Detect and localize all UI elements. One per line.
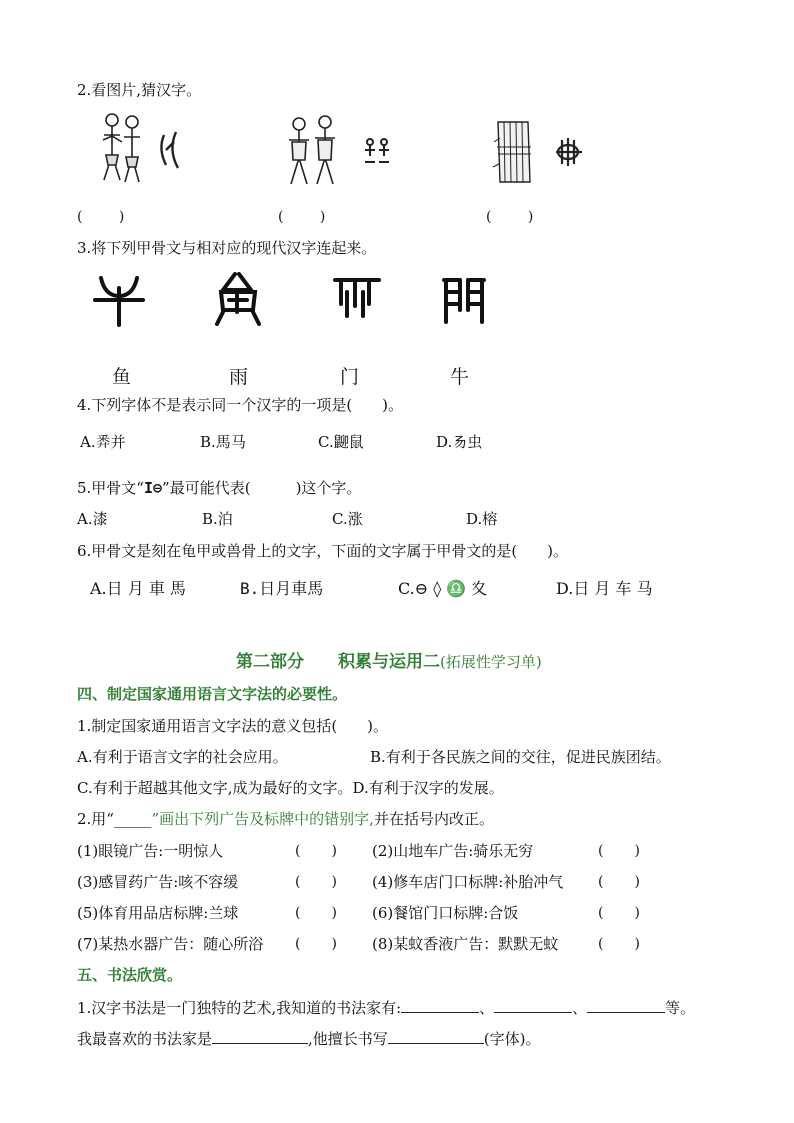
- favorite-calligrapher-blank[interactable]: [212, 1027, 308, 1044]
- people-side-by-side-illustration: [287, 112, 397, 192]
- correction-paren-4[interactable]: ( ): [598, 874, 641, 890]
- ad-item-7: (7)某热水器广告：随心所浴: [77, 935, 264, 953]
- modern-char-2[interactable]: 雨: [229, 366, 249, 388]
- modern-char-4[interactable]: 牛: [450, 366, 470, 388]
- calligrapher-blank-2[interactable]: [494, 996, 572, 1013]
- ad-item-6: (6)餐馆门口标牌:合饭: [372, 904, 519, 922]
- q2-title: 2.看图片,猜汉字。: [77, 81, 202, 99]
- q6-option-d[interactable]: D.日 月 车 马: [556, 579, 653, 598]
- correction-paren-2[interactable]: ( ): [598, 843, 641, 859]
- people-following-illustration: [98, 110, 188, 190]
- q6-title: 6.甲骨文是刻在龟甲或兽骨上的文字，下面的文字属于甲骨文的是( )。: [77, 542, 569, 560]
- sec4-q1-option-cd[interactable]: C.有利于超越其他文字,成为最好的文字。D.有利于汉字的发展。: [77, 779, 504, 797]
- oracle-shu-glyph: [556, 138, 582, 166]
- sec4-q1-option-b[interactable]: B.有利于各民族之间的交往，促进民族团结。: [370, 748, 671, 766]
- correction-paren-3[interactable]: ( ): [295, 874, 338, 890]
- q6-option-c[interactable]: C.⊖ ◊ ♎ ⼢: [398, 579, 488, 598]
- oracle-cong-glyph: [161, 132, 178, 168]
- wood-bundle-illustration: [490, 112, 590, 192]
- oracle-bone-row: [95, 270, 495, 330]
- q5-option-d[interactable]: D.榕: [466, 510, 498, 528]
- sec4-q1-title: 1.制定国家通用语言文字法的意义包括( )。: [77, 717, 389, 735]
- correction-paren-5[interactable]: ( ): [295, 905, 338, 921]
- sec4-q1-option-a[interactable]: A.有利于语言文字的社会应用。: [77, 748, 288, 766]
- q5-option-a[interactable]: A.漆: [77, 510, 108, 528]
- oracle-rain-glyph: [335, 280, 379, 316]
- answer-paren-2[interactable]: ( ): [278, 209, 327, 225]
- correction-paren-7[interactable]: ( ): [295, 936, 338, 952]
- oracle-niu-glyph: [95, 278, 143, 325]
- correction-paren-8[interactable]: ( ): [598, 936, 641, 952]
- q3-title: 3.将下列甲骨文与相对应的现代汉字连起来。: [77, 239, 377, 257]
- correction-paren-6[interactable]: ( ): [598, 905, 641, 921]
- ad-item-5: (5)体育用品店标牌:兰球: [77, 904, 239, 922]
- q5-option-c[interactable]: C.涨: [332, 510, 363, 528]
- sec5-line1: 1.汉字书法是一门独特的艺术,我知道的书法家有: 、 、 等。: [77, 996, 695, 1018]
- q6-option-b[interactable]: B.日月車馬: [240, 579, 324, 598]
- ad-item-4: (4)修车店门口标牌:补胎冲气: [372, 873, 564, 891]
- q5-title: 5.甲骨文“Ι⊖”最可能代表( )这个字。: [77, 479, 362, 497]
- modern-char-1[interactable]: 鱼: [112, 366, 132, 388]
- ad-item-3: (3)感冒药广告:咳不容缓: [77, 873, 239, 891]
- sec4-q2-title: 2.用“_____”画出下列广告及标牌中的错别字,并在括号内改正。: [77, 810, 494, 828]
- oracle-men-glyph: [444, 280, 484, 322]
- part2-heading: 第二部分 积累与运用二(拓展性学习单): [236, 652, 542, 672]
- answer-paren-1[interactable]: ( ): [77, 209, 126, 225]
- script-style-blank[interactable]: [388, 1027, 484, 1044]
- sec5-line2: 我最喜欢的书法家是 ,他擅长书写 (字体)。: [77, 1027, 541, 1049]
- q5-option-b[interactable]: B.泊: [202, 510, 233, 528]
- q4-option-a[interactable]: A.𢍏并: [80, 433, 126, 451]
- q4-option-b[interactable]: B.馬马: [200, 433, 246, 451]
- sec4-title: 四、制定国家通用语言文字法的必要性。: [77, 685, 348, 703]
- modern-char-3[interactable]: 门: [340, 366, 360, 388]
- calligrapher-blank-3[interactable]: [587, 996, 665, 1013]
- ad-item-2: (2)山地车广告:骑乐无穷: [372, 842, 534, 860]
- ad-item-1: (1)眼镜广告:一明惊人: [77, 842, 224, 860]
- answer-paren-3[interactable]: ( ): [486, 209, 535, 225]
- q4-option-c[interactable]: C.𪕋鼠: [318, 433, 364, 451]
- calligrapher-blank-1[interactable]: [401, 996, 479, 1013]
- q6-option-a[interactable]: A.日 月 車 馬: [90, 579, 186, 598]
- ad-item-8: (8)某蚊香液广告：默默无蚊: [372, 935, 559, 953]
- sec5-title: 五、书法欣赏。: [77, 966, 183, 984]
- correction-paren-1[interactable]: ( ): [295, 843, 338, 859]
- q4-option-d[interactable]: D.𠃓虫: [436, 433, 483, 451]
- oracle-bing-glyph: [365, 139, 389, 162]
- oracle-bai-glyph: Ι⊖: [143, 479, 163, 497]
- oracle-yu-glyph: [217, 274, 259, 324]
- q4-title: 4.下列字体不是表示同一个汉字的一项是( )。: [77, 396, 404, 414]
